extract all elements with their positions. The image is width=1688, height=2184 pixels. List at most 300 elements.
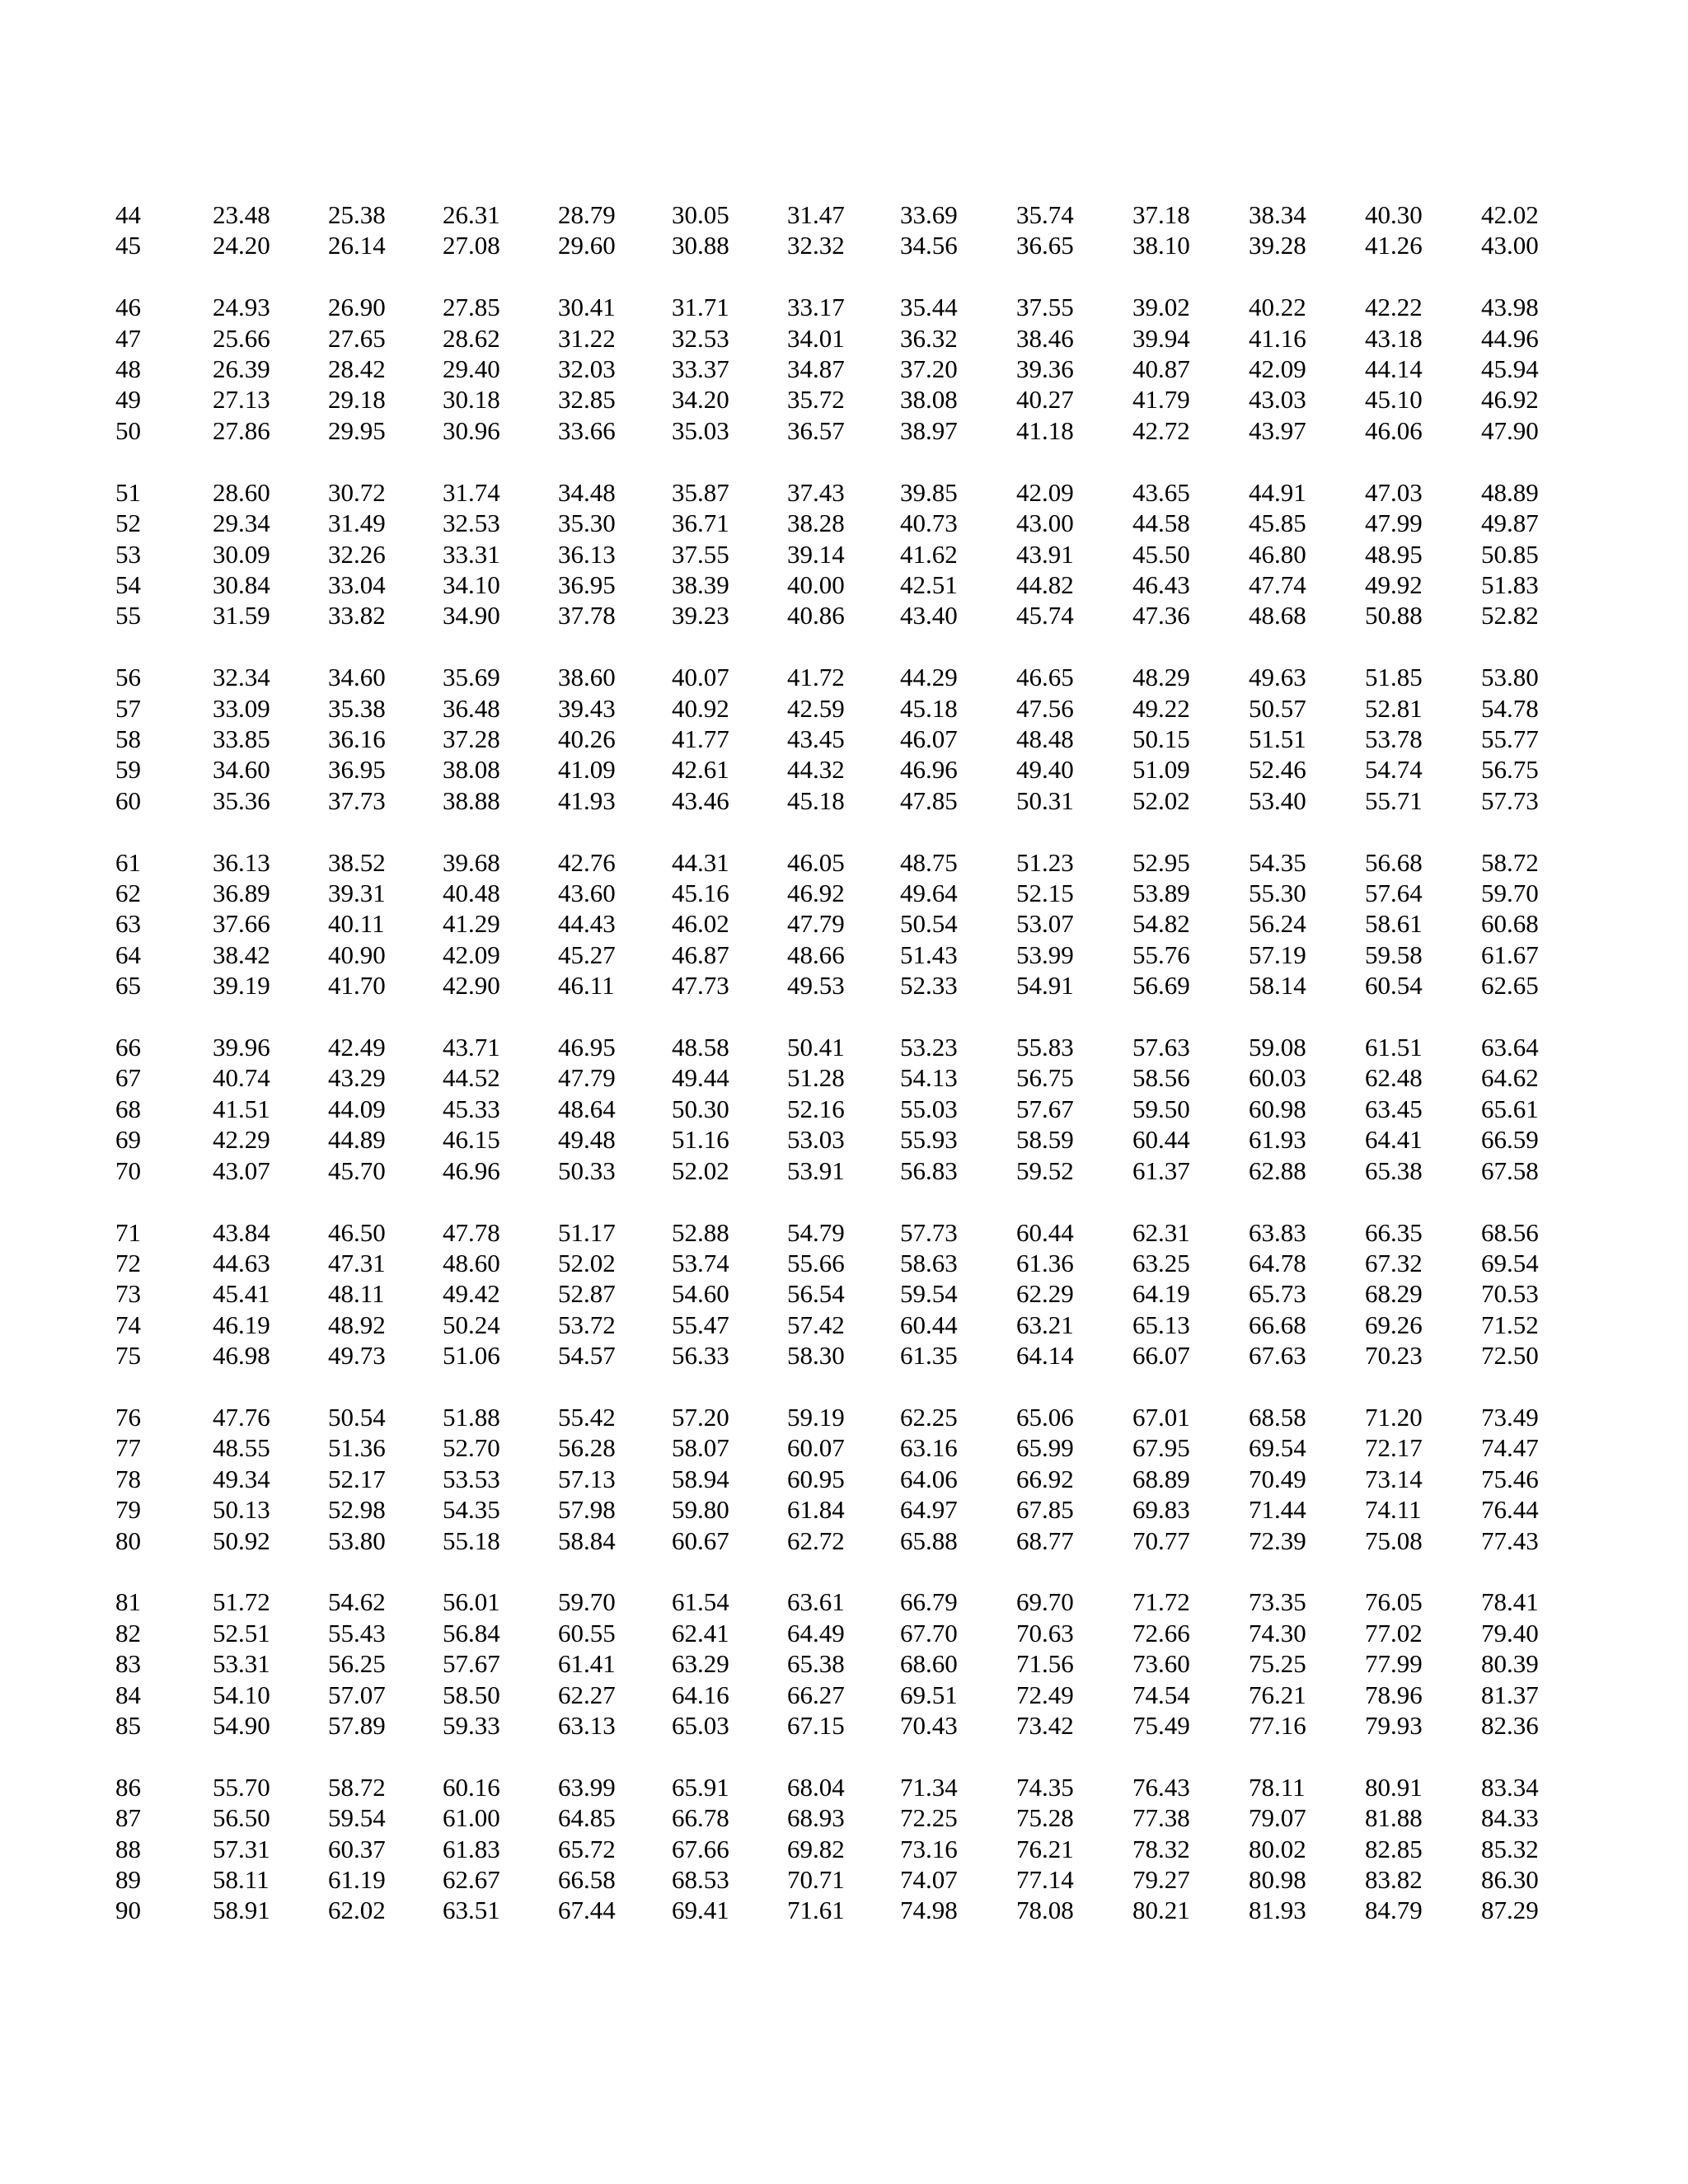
table-cell: 69.70 (1016, 1587, 1074, 1617)
table-cell: 81.88 (1365, 1803, 1423, 1833)
table-cell: 39.31 (328, 879, 386, 908)
table-cell: 58.30 (787, 1341, 845, 1371)
table-cell: 60.07 (787, 1433, 845, 1463)
table-cell: 47.03 (1365, 477, 1423, 507)
table-cell: 59.50 (1132, 1094, 1190, 1123)
row-label: 88 (115, 1834, 141, 1863)
table-cell: 42.49 (328, 1033, 386, 1062)
row-label: 72 (115, 1248, 141, 1277)
table-row (0, 230, 1688, 260)
table-row (0, 1586, 1688, 1617)
table-cell: 30.72 (328, 477, 386, 507)
table-row (0, 847, 1688, 878)
table-cell: 40.86 (787, 601, 845, 630)
table-row (0, 754, 1688, 785)
table-cell: 37.55 (672, 539, 729, 569)
table-row (0, 1124, 1688, 1155)
table-cell: 37.18 (1132, 200, 1190, 229)
table-cell: 65.88 (900, 1526, 958, 1555)
table-cell: 72.49 (1016, 1680, 1074, 1709)
table-cell: 68.56 (1481, 1217, 1539, 1247)
table-cell: 50.54 (900, 909, 958, 939)
table-cell: 87.29 (1481, 1896, 1539, 1925)
table-cell: 70.49 (1249, 1464, 1306, 1493)
table-cell: 79.27 (1132, 1865, 1190, 1895)
row-label: 90 (115, 1896, 141, 1925)
table-cell: 45.41 (213, 1279, 270, 1309)
row-label: 47 (115, 323, 141, 353)
table-cell: 44.29 (900, 663, 958, 692)
table-cell: 47.99 (1365, 509, 1423, 538)
table-row (0, 693, 1688, 724)
table-row (0, 1802, 1688, 1833)
table-cell: 76.44 (1481, 1495, 1539, 1525)
row-label: 75 (115, 1341, 141, 1371)
table-cell: 42.61 (672, 755, 729, 785)
table-cell: 71.61 (787, 1896, 845, 1925)
table-cell: 56.01 (443, 1587, 500, 1617)
table-cell: 42.59 (787, 693, 845, 723)
table-row (0, 1864, 1688, 1895)
table-cell: 44.14 (1365, 354, 1423, 384)
table-cell: 43.91 (1016, 539, 1074, 569)
table-cell: 35.30 (558, 509, 616, 538)
table-cell: 46.50 (328, 1217, 386, 1247)
row-label: 57 (115, 693, 141, 723)
table-cell: 45.10 (1365, 385, 1423, 415)
table-cell: 39.68 (443, 847, 500, 877)
table-cell: 56.83 (900, 1155, 958, 1185)
table-cell: 51.36 (328, 1433, 386, 1463)
table-cell: 58.11 (213, 1865, 270, 1895)
table-cell: 46.96 (900, 755, 958, 785)
table-cell: 53.91 (787, 1155, 845, 1185)
table-cell: 72.17 (1365, 1433, 1423, 1463)
table-cell: 60.95 (787, 1464, 845, 1493)
table-cell: 55.83 (1016, 1033, 1074, 1062)
table-cell: 33.85 (213, 724, 270, 753)
table-cell: 46.95 (558, 1033, 616, 1062)
table-cell: 47.74 (1249, 569, 1306, 599)
table-cell: 65.99 (1016, 1433, 1074, 1463)
table-cell: 65.72 (558, 1834, 616, 1863)
table-cell: 33.31 (443, 539, 500, 569)
table-cell: 52.33 (900, 971, 958, 1001)
table-cell: 55.30 (1249, 879, 1306, 908)
table-cell: 57.20 (672, 1403, 729, 1432)
table-cell: 33.04 (328, 569, 386, 599)
table-cell: 49.63 (1249, 663, 1306, 692)
table-cell: 53.07 (1016, 909, 1074, 939)
table-cell: 40.92 (672, 693, 729, 723)
row-label: 58 (115, 724, 141, 753)
table-cell: 41.93 (558, 785, 616, 815)
table-cell: 63.45 (1365, 1094, 1423, 1123)
table-cell: 48.89 (1481, 477, 1539, 507)
table-cell: 61.41 (558, 1649, 616, 1679)
table-cell: 58.94 (672, 1464, 729, 1493)
table-cell: 24.93 (213, 293, 270, 322)
table-cell: 73.16 (900, 1834, 958, 1863)
table-cell: 43.00 (1481, 231, 1539, 260)
row-label: 53 (115, 539, 141, 569)
table-row (0, 323, 1688, 354)
table-cell: 32.26 (328, 539, 386, 569)
table-cell: 30.09 (213, 539, 270, 569)
row-group (0, 1772, 1688, 1926)
row-label: 46 (115, 293, 141, 322)
table-cell: 38.42 (213, 940, 270, 969)
table-cell: 60.44 (900, 1310, 958, 1339)
table-cell: 67.01 (1132, 1403, 1190, 1432)
table-cell: 72.50 (1481, 1341, 1539, 1371)
table-cell: 67.44 (558, 1896, 616, 1925)
table-row (0, 1834, 1688, 1864)
table-cell: 48.92 (328, 1310, 386, 1339)
table-cell: 51.09 (1132, 755, 1190, 785)
table-cell: 32.32 (787, 231, 845, 260)
table-cell: 66.27 (787, 1680, 845, 1709)
table-cell: 34.20 (672, 385, 729, 415)
table-cell: 38.60 (558, 663, 616, 692)
row-label: 69 (115, 1125, 141, 1155)
table-cell: 50.41 (787, 1033, 845, 1062)
table-cell: 40.90 (328, 940, 386, 969)
table-cell: 31.22 (558, 323, 616, 353)
table-cell: 50.13 (213, 1495, 270, 1525)
table-cell: 57.67 (443, 1649, 500, 1679)
table-cell: 53.89 (1132, 879, 1190, 908)
table-cell: 53.80 (328, 1526, 386, 1555)
table-cell: 74.47 (1481, 1433, 1539, 1463)
table-cell: 68.53 (672, 1865, 729, 1895)
table-cell: 48.75 (900, 847, 958, 877)
table-cell: 50.30 (672, 1094, 729, 1123)
table-cell: 36.16 (328, 724, 386, 753)
table-row (0, 354, 1688, 384)
table-cell: 34.48 (558, 477, 616, 507)
table-cell: 39.36 (1016, 354, 1074, 384)
table-cell: 78.41 (1481, 1587, 1539, 1617)
row-label: 62 (115, 879, 141, 908)
table-cell: 78.11 (1249, 1772, 1306, 1802)
table-cell: 36.13 (213, 847, 270, 877)
table-cell: 41.70 (328, 971, 386, 1001)
table-cell: 50.54 (328, 1403, 386, 1432)
table-cell: 53.31 (213, 1649, 270, 1679)
table-cell: 59.52 (1016, 1155, 1074, 1185)
table-cell: 50.85 (1481, 539, 1539, 569)
table-cell: 66.78 (672, 1803, 729, 1833)
table-cell: 55.77 (1481, 724, 1539, 753)
table-cell: 39.02 (1132, 293, 1190, 322)
table-cell: 37.43 (787, 477, 845, 507)
table-cell: 78.08 (1016, 1896, 1074, 1925)
table-cell: 40.22 (1249, 293, 1306, 322)
table-cell: 55.71 (1365, 785, 1423, 815)
table-cell: 59.80 (672, 1495, 729, 1525)
table-cell: 47.73 (672, 971, 729, 1001)
table-cell: 34.60 (213, 755, 270, 785)
table-cell: 37.20 (900, 354, 958, 384)
table-cell: 43.46 (672, 785, 729, 815)
table-cell: 48.64 (558, 1094, 616, 1123)
table-cell: 68.04 (787, 1772, 845, 1802)
table-cell: 46.02 (672, 909, 729, 939)
table-cell: 71.52 (1481, 1310, 1539, 1339)
table-cell: 59.19 (787, 1403, 845, 1432)
table-cell: 53.03 (787, 1125, 845, 1155)
table-cell: 35.72 (787, 385, 845, 415)
table-cell: 36.71 (672, 509, 729, 538)
table-cell: 55.43 (328, 1618, 386, 1647)
table-cell: 77.14 (1016, 1865, 1074, 1895)
table-cell: 53.78 (1365, 724, 1423, 753)
table-cell: 28.60 (213, 477, 270, 507)
table-cell: 27.86 (213, 415, 270, 445)
table-cell: 79.93 (1365, 1711, 1423, 1741)
table-cell: 51.83 (1481, 569, 1539, 599)
table-cell: 51.23 (1016, 847, 1074, 877)
table-cell: 68.89 (1132, 1464, 1190, 1493)
table-cell: 82.85 (1365, 1834, 1423, 1863)
table-cell: 65.38 (787, 1649, 845, 1679)
table-cell: 31.74 (443, 477, 500, 507)
row-label: 86 (115, 1772, 141, 1802)
table-cell: 47.79 (558, 1063, 616, 1093)
table-row (0, 908, 1688, 939)
table-cell: 71.44 (1249, 1495, 1306, 1525)
table-cell: 48.11 (328, 1279, 385, 1309)
table-cell: 63.64 (1481, 1033, 1539, 1062)
table-cell: 48.60 (443, 1248, 500, 1277)
table-cell: 53.99 (1016, 940, 1074, 969)
table-cell: 78.32 (1132, 1834, 1190, 1863)
table-cell: 64.16 (672, 1680, 729, 1709)
table-cell: 56.69 (1132, 971, 1190, 1001)
table-row (0, 1032, 1688, 1062)
table-cell: 30.88 (672, 231, 729, 260)
table-cell: 46.15 (443, 1125, 500, 1155)
table-cell: 46.80 (1249, 539, 1306, 569)
table-cell: 58.61 (1365, 909, 1423, 939)
table-cell: 46.07 (900, 724, 958, 753)
table-cell: 52.46 (1249, 755, 1306, 785)
table-cell: 32.53 (672, 323, 729, 353)
table-cell: 25.66 (213, 323, 270, 353)
row-label: 77 (115, 1433, 141, 1463)
table-row (0, 662, 1688, 692)
table-cell: 56.25 (328, 1649, 386, 1679)
table-cell: 81.93 (1249, 1896, 1306, 1925)
table-cell: 47.90 (1481, 415, 1539, 445)
table-cell: 80.98 (1249, 1865, 1306, 1895)
table-cell: 72.66 (1132, 1618, 1190, 1647)
table-cell: 58.59 (1016, 1125, 1074, 1155)
table-cell: 50.15 (1132, 724, 1190, 753)
table-cell: 57.89 (328, 1711, 386, 1741)
table-cell: 64.41 (1365, 1125, 1423, 1155)
table-row (0, 1062, 1688, 1093)
table-cell: 46.98 (213, 1341, 270, 1371)
table-cell: 42.09 (443, 940, 500, 969)
table-cell: 40.87 (1132, 354, 1190, 384)
table-row (0, 878, 1688, 908)
table-cell: 62.29 (1016, 1279, 1074, 1309)
table-cell: 57.31 (213, 1834, 270, 1863)
table-cell: 36.95 (328, 755, 386, 785)
table-cell: 39.28 (1249, 231, 1306, 260)
table-cell: 80.39 (1481, 1649, 1539, 1679)
table-cell: 36.57 (787, 415, 845, 445)
table-cell: 52.70 (443, 1433, 500, 1463)
table-cell: 74.11 (1365, 1495, 1422, 1525)
table-cell: 27.13 (213, 385, 270, 415)
table-cell: 45.18 (900, 693, 958, 723)
table-cell: 56.54 (787, 1279, 845, 1309)
table-cell: 70.43 (900, 1711, 958, 1741)
table-cell: 43.07 (213, 1155, 270, 1185)
table-cell: 28.42 (328, 354, 386, 384)
table-cell: 53.53 (443, 1464, 500, 1493)
table-cell: 46.06 (1365, 415, 1423, 445)
table-cell: 64.97 (900, 1495, 958, 1525)
table-cell: 37.66 (213, 909, 270, 939)
table-cell: 77.99 (1365, 1649, 1423, 1679)
table-row (0, 1648, 1688, 1679)
row-group (0, 199, 1688, 261)
table-row (0, 477, 1688, 508)
table-cell: 63.25 (1132, 1248, 1190, 1277)
table-cell: 60.03 (1249, 1063, 1306, 1093)
row-label: 48 (115, 354, 141, 384)
table-cell: 23.48 (213, 200, 270, 229)
row-label: 73 (115, 1279, 141, 1309)
row-label: 82 (115, 1618, 141, 1647)
table-row (0, 1680, 1688, 1710)
table-cell: 49.87 (1481, 509, 1539, 538)
table-cell: 54.82 (1132, 909, 1190, 939)
table-cell: 55.42 (558, 1403, 616, 1432)
table-cell: 40.26 (558, 724, 616, 753)
table-cell: 45.70 (328, 1155, 386, 1185)
table-cell: 41.51 (213, 1094, 270, 1123)
table-cell: 75.28 (1016, 1803, 1074, 1833)
table-cell: 63.13 (558, 1711, 616, 1741)
table-row (0, 1340, 1688, 1371)
table-cell: 40.48 (443, 879, 500, 908)
table-cell: 59.08 (1249, 1033, 1306, 1062)
table-cell: 43.71 (443, 1033, 500, 1062)
table-cell: 47.31 (328, 1248, 386, 1277)
table-row (0, 600, 1688, 630)
table-row (0, 970, 1688, 1001)
row-label: 74 (115, 1310, 141, 1339)
table-row (0, 1278, 1688, 1309)
table-cell: 60.37 (328, 1834, 386, 1863)
table-cell: 60.68 (1481, 909, 1539, 939)
table-cell: 33.17 (787, 293, 845, 322)
table-cell: 44.63 (213, 1248, 270, 1277)
table-cell: 60.44 (1016, 1217, 1074, 1247)
table-cell: 67.63 (1249, 1341, 1306, 1371)
table-cell: 57.67 (1016, 1094, 1074, 1123)
table-cell: 70.53 (1481, 1279, 1539, 1309)
table-cell: 52.15 (1016, 879, 1074, 908)
table-cell: 73.14 (1365, 1464, 1423, 1493)
table-cell: 68.93 (787, 1803, 845, 1833)
table-cell: 42.29 (213, 1125, 270, 1155)
table-cell: 35.03 (672, 415, 729, 445)
table-cell: 53.80 (1481, 663, 1539, 692)
table-cell: 43.45 (787, 724, 845, 753)
table-cell: 67.15 (787, 1711, 845, 1741)
table-cell: 34.56 (900, 231, 958, 260)
table-cell: 63.61 (787, 1587, 845, 1617)
table-cell: 59.54 (328, 1803, 386, 1833)
table-cell: 54.57 (558, 1341, 616, 1371)
table-cell: 30.18 (443, 385, 500, 415)
table-cell: 61.36 (1016, 1248, 1074, 1277)
table-cell: 57.13 (558, 1464, 616, 1493)
table-cell: 83.34 (1481, 1772, 1539, 1802)
table-cell: 69.51 (900, 1680, 958, 1709)
table-cell: 40.73 (900, 509, 958, 538)
table-cell: 38.08 (443, 755, 500, 785)
table-cell: 53.74 (672, 1248, 729, 1277)
table-cell: 50.88 (1365, 601, 1423, 630)
table-cell: 52.81 (1365, 693, 1423, 723)
table-cell: 40.27 (1016, 385, 1074, 415)
row-group (0, 847, 1688, 1001)
table-cell: 31.71 (672, 293, 729, 322)
row-label: 44 (115, 200, 141, 229)
table-cell: 67.58 (1481, 1155, 1539, 1185)
table-cell: 76.21 (1016, 1834, 1074, 1863)
table-cell: 38.46 (1016, 323, 1074, 353)
table-row (0, 1464, 1688, 1494)
table-cell: 26.14 (328, 231, 386, 260)
row-label: 49 (115, 385, 141, 415)
table-cell: 61.19 (328, 1865, 386, 1895)
table-cell: 50.24 (443, 1310, 500, 1339)
table-cell: 32.03 (558, 354, 616, 384)
table-row (0, 1526, 1688, 1556)
table-cell: 43.00 (1016, 509, 1074, 538)
table-cell: 70.71 (787, 1865, 845, 1895)
table-cell: 37.55 (1016, 293, 1074, 322)
table-cell: 52.02 (558, 1248, 616, 1277)
table-cell: 56.28 (558, 1433, 616, 1463)
table-cell: 39.43 (558, 693, 616, 723)
table-cell: 26.90 (328, 293, 386, 322)
row-label: 87 (115, 1803, 141, 1833)
table-cell: 42.22 (1365, 293, 1423, 322)
table-cell: 38.10 (1132, 231, 1190, 260)
table-cell: 32.34 (213, 663, 270, 692)
table-cell: 43.60 (558, 879, 616, 908)
table-cell: 48.66 (787, 940, 845, 969)
table-cell: 35.87 (672, 477, 729, 507)
table-cell: 67.85 (1016, 1495, 1074, 1525)
table-cell: 63.51 (443, 1896, 500, 1925)
table-cell: 36.89 (213, 879, 270, 908)
table-row (0, 1094, 1688, 1124)
table-cell: 55.93 (900, 1125, 958, 1155)
table-cell: 34.87 (787, 354, 845, 384)
table-cell: 64.85 (558, 1803, 616, 1833)
table-cell: 61.51 (1365, 1033, 1423, 1062)
